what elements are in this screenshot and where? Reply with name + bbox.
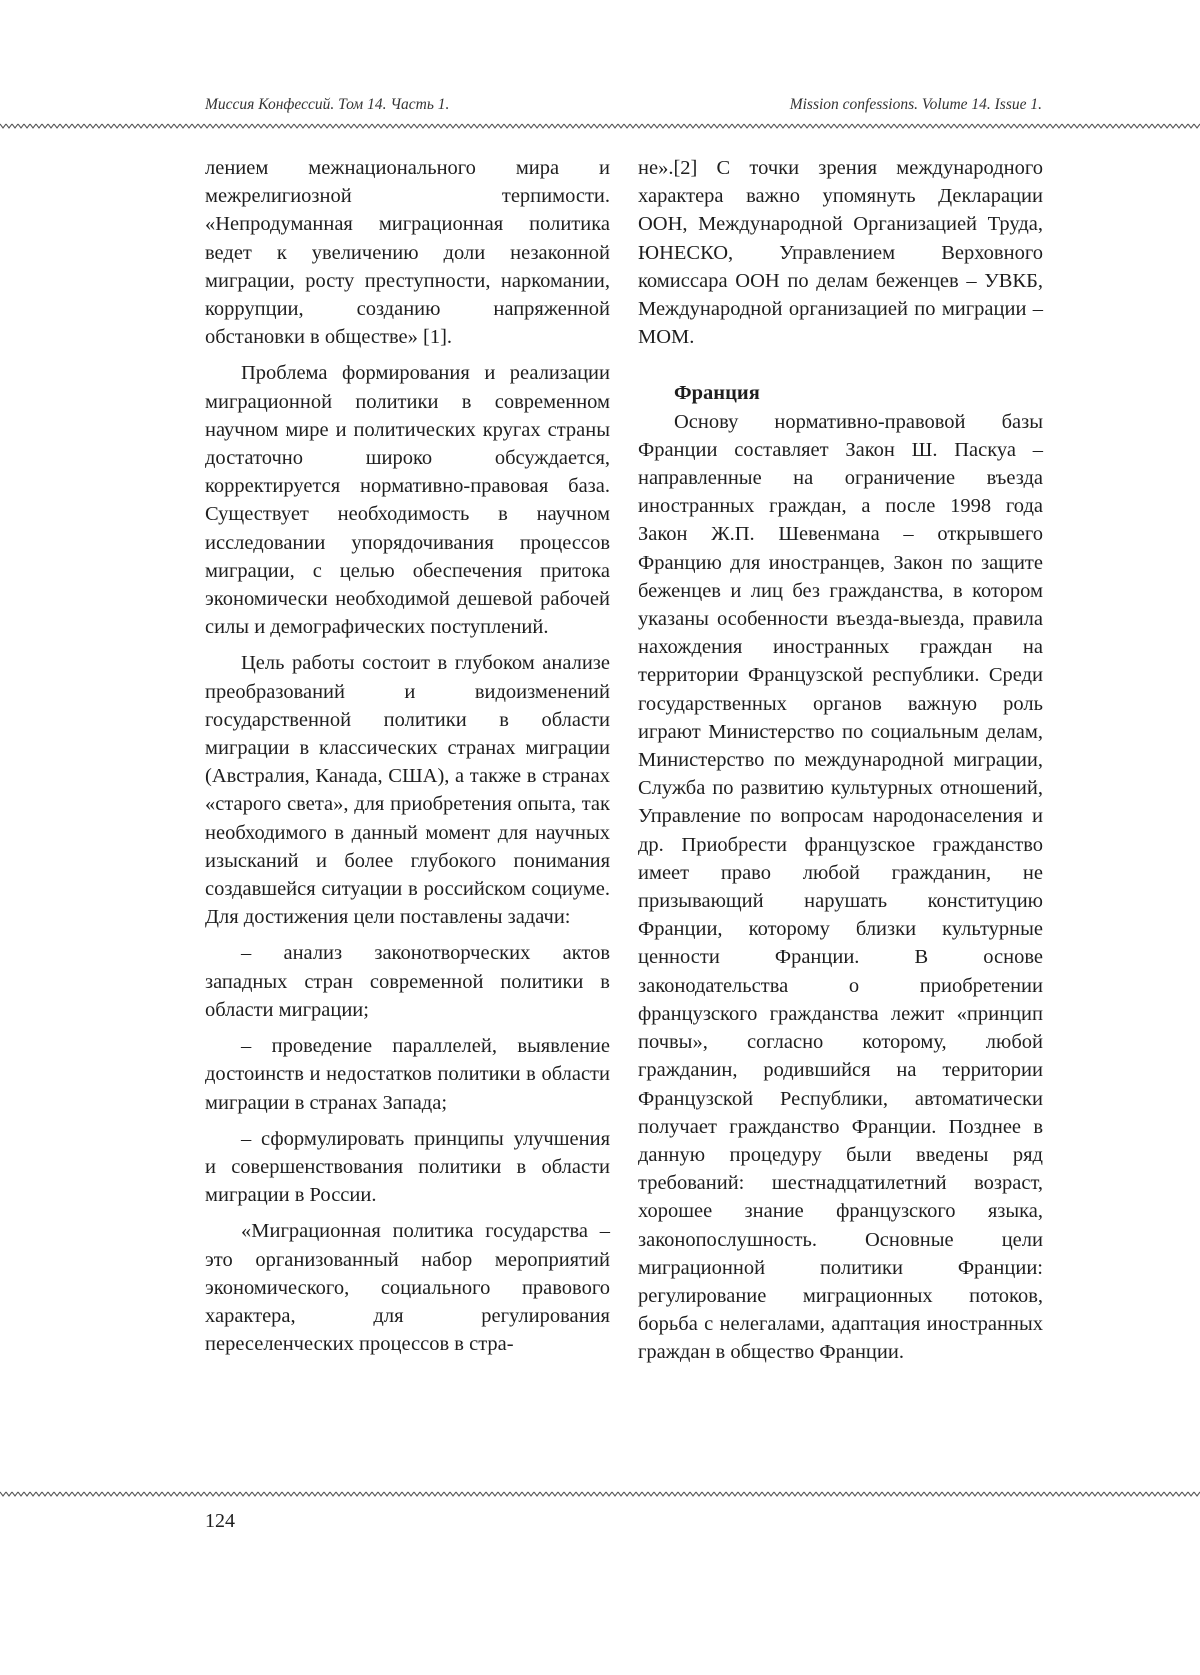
list-item: – проведение параллелей, выявление достоинств и недостатков политики в области миграции в странах Запада; (205, 1035, 610, 1114)
paragraph: Цель работы состоит в глубоком анализе преобразований и видоизменений государственной политики в области миграции в классических странах миграции (Австралия, Канада, США), а также в странах «старого света», для приобретения опыта, так необходимого в данный момент для научных изысканий и более глубокого понимания создавшейся ситуации в российском социуме. Для достижения цели поставлены задачи: (205, 652, 610, 929)
paragraph: не».[2] С точки зрения международного характера важно упомянуть Декларации ООН, Международной Организацией Труда, ЮНЕСКО, Управлением Верховного комиссара ООН по делам беженцев – УВКБ, Международной организацией по миграции – МОМ. (638, 157, 1043, 349)
list-item: – анализ законотворческих актов западных стран современной политики в области миграции; (205, 942, 610, 1021)
paragraph: Основу нормативно-правовой базы Франции составляет Закон Ш. Паскуа – направленные на ограничение въезда иностранных граждан, а после 1998 года Закон Ж.П. Шевенмана – открывшего Францию для иностранцев, Закон по защите беженцев и лиц без гражданства, в котором указаны особенности въезда-выезда, правила нахождения иностранных граждан на территории Французской республики. Среди государственных органов важную роль играют Министерство по социальным делам, Министерство по международной миграции, Служба по развитию культурных отношений, Управление по вопросам народонаселения и др. Приобрести французское гражданство имеет право любой гражданин, не призывающий нарушать конституцию Франции, которому близки культурные ценности Франции. В основе законодательства о приобретении французского гражданства лежит «принцип почвы», согласно которому, любой гражданин, родившийся на территории Французской Республики, автоматически получает гражданство Франции. Позднее в данную процедуру были введены ряд требований: шестнадцатилетний возраст, хорошее знание французского языка, законопослушность. Основные цели миграционной политики Франции: регулирование миграционных потоков, борьба с нелегалами, адаптация иностранных граждан в общество Франции. (638, 410, 1043, 1364)
page-number: 124 (205, 1510, 235, 1532)
paragraph: Проблема формирования и реализации миграционной политики в современном научном мире и политических кругах страны достаточно широко обсуждается, корректируется нормативно-правовая база. Существует необходимость в научном исследовании упорядочивания процессов миграции, с целью обеспечения притока экономически необходимой дешевой рабочей силы и демографических поступлений. (205, 362, 610, 639)
header-journal-title-ru: Миссия Конфессий. Том 14. Часть 1. (205, 96, 450, 113)
paragraph: лением межнационального мира и межрелигиозной терпимости. «Непродуманная миграционная политика ведет к увеличению доли незаконной миграции, росту преступности, наркомании, коррупции, созданию напряженной обстановки в обществе» [1]. (205, 157, 610, 349)
bottom-ornament-divider (0, 1490, 1200, 1498)
running-header (205, 96, 1042, 120)
section-heading: Франция (674, 382, 760, 405)
header-journal-title-en: Mission confessions. Volume 14. Issue 1. (789, 96, 1042, 113)
list-item: – сформулировать принципы улучшения и совершенствования политики в области миграции в России. (205, 1127, 610, 1207)
left-column (205, 154, 610, 1358)
right-column (638, 154, 1043, 1367)
top-ornament-divider (0, 122, 1200, 130)
paragraph: «Миграционная политика государства – это организованный набор мероприятий экономического, социального правового характера, для регулирования переселенческих процессов в стра- (205, 1220, 610, 1356)
